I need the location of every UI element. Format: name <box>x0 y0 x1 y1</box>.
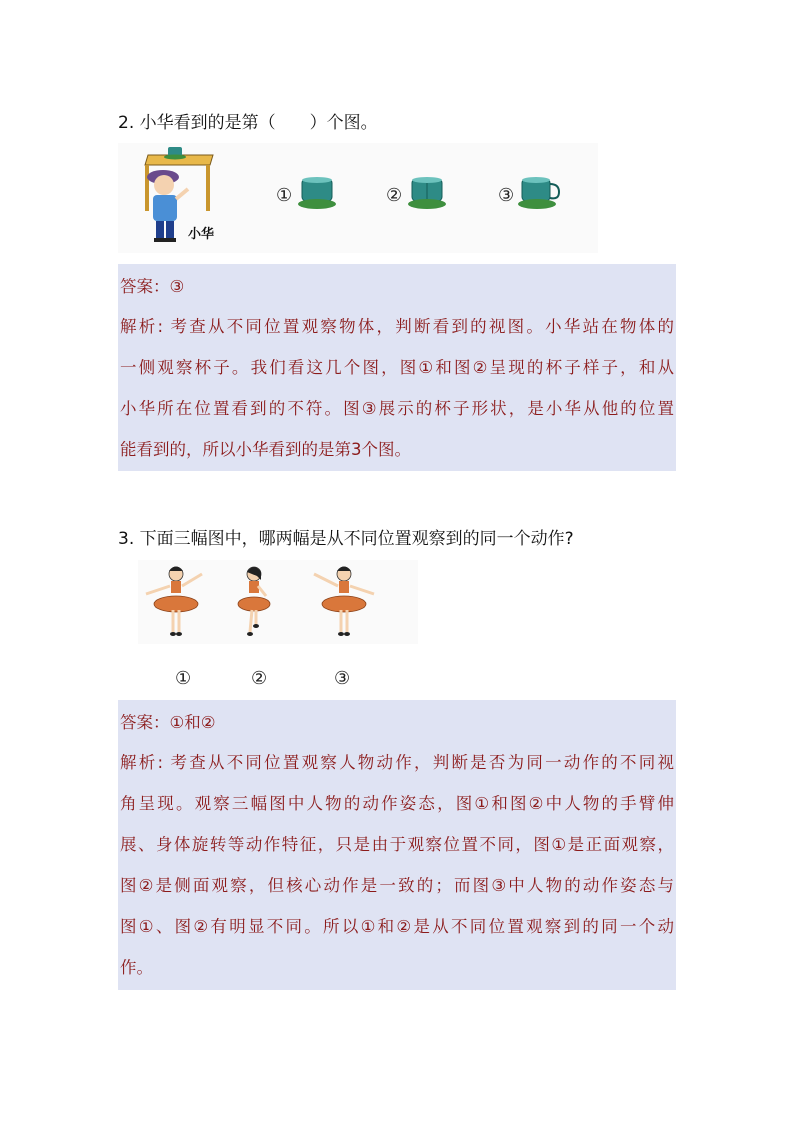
question-2-analysis-line: 能看到的，所以小华看到的是第3个图。 <box>120 440 411 459</box>
question-3-analysis-line: 作。 <box>120 958 153 977</box>
q2-option-label-2: ② <box>386 185 403 206</box>
question-2-figure <box>118 143 598 253</box>
q2-option-label-1: ① <box>276 185 293 206</box>
question-3-answer-box <box>118 700 676 990</box>
q3-option-label-2: ② <box>251 668 268 689</box>
question-3-analysis-line: 展、身体旋转等动作特征，只是由于观察位置不同，图①是正面观察， <box>120 835 674 854</box>
question-3-figure <box>138 560 418 644</box>
question-2-analysis-line: 小华所在位置看到的不符。图③展示的杯子形状，是小华从他的位置 <box>120 399 674 418</box>
question-2-answer-box <box>118 264 676 471</box>
question-2-title: 2. 小华看到的是第（ ）个图。 <box>118 113 378 133</box>
question-3-title: 3. 下面三幅图中，哪两幅是从不同位置观察到的同一个动作? <box>118 529 574 549</box>
person-label-xiaohua: 小华 <box>188 227 215 242</box>
question-2-answer: 答案：③ <box>120 277 185 296</box>
q3-option-label-3: ③ <box>334 668 351 689</box>
q2-option-label-3: ③ <box>498 185 515 206</box>
question-2-analysis-line: 一侧观察杯子。我们看这几个图，图①和图②呈现的杯子样子，和从 <box>120 358 674 377</box>
question-3-analysis-line: 角呈现。观察三幅图中人物的动作姿态，图①和图②中人物的手臂伸 <box>120 794 674 813</box>
question-3-illustration <box>138 560 418 644</box>
question-3-analysis-line: 解析: 考查从不同位置观察人物动作，判断是否为同一动作的不同视 <box>120 753 674 772</box>
q3-option-label-1: ① <box>175 668 192 689</box>
question-3-analysis-line: 图①、图②有明显不同。所以①和②是从不同位置观察到的同一个动 <box>120 917 674 936</box>
cup-option-1-icon <box>298 177 336 209</box>
question-2-analysis-line: 解析: 考查从不同位置观察物体，判断看到的视图。小华站在物体的 <box>120 317 674 336</box>
cup-option-2-icon <box>408 177 446 209</box>
question-3-answer: 答案：①和② <box>120 713 216 732</box>
question-3-analysis-line: 图②是侧面观察，但核心动作是一致的；而图③中人物的动作姿态与 <box>120 876 674 895</box>
